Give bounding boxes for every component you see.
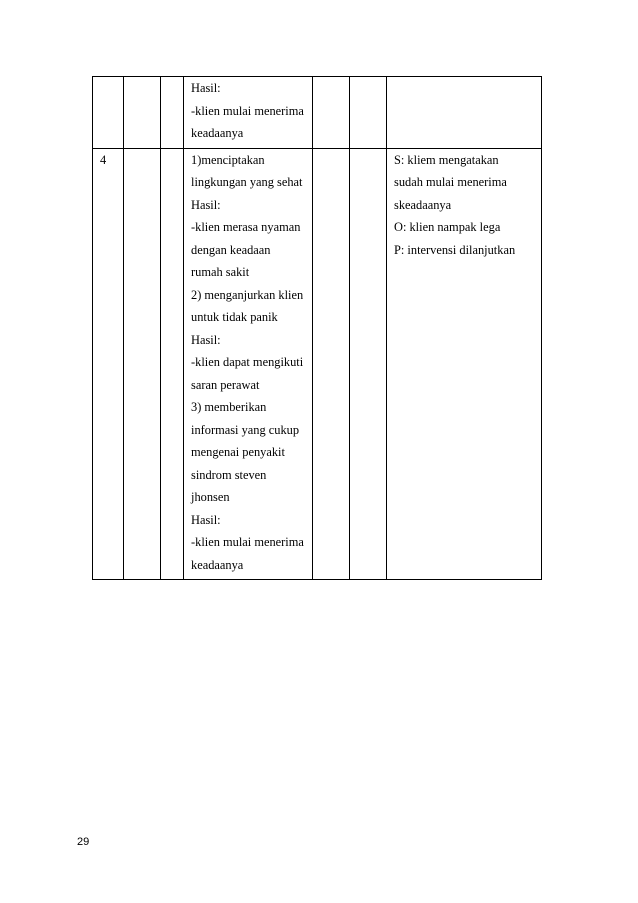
- empty-cell: [350, 77, 387, 149]
- text-line: -klien mulai menerima: [191, 103, 304, 118]
- text-line: -klien mulai menerima: [191, 535, 304, 549]
- table-row: [93, 77, 542, 149]
- table-row: [93, 148, 542, 580]
- text-line: Hasil:: [191, 81, 221, 95]
- text-line: S: kliem mengatakan: [394, 152, 499, 167]
- text-line: lingkungan yang sehat: [191, 175, 303, 189]
- empty-cell: [161, 77, 184, 149]
- text-line: 1)menciptakan: [191, 152, 265, 167]
- text-line: -klien dapat mengikuti: [191, 355, 304, 369]
- row-number: 4: [100, 152, 107, 167]
- text-line: rumah sakit: [191, 265, 250, 279]
- text-line: 2) menganjurkan klien: [191, 287, 304, 302]
- text-line: O: klien nampak lega: [394, 220, 501, 234]
- text-line: Hasil:: [191, 332, 221, 347]
- text-line: informasi yang cukup: [191, 422, 300, 437]
- text-line: sindrom steven: [191, 467, 267, 482]
- text-line: 3) memberikan: [191, 400, 267, 414]
- text-line: dengan keadaan: [191, 242, 271, 257]
- text-line: keadaanya: [191, 126, 244, 140]
- text-line: P: intervensi dilanjutkan: [394, 242, 516, 257]
- empty-cell: [124, 148, 161, 580]
- empty-cell: [124, 77, 161, 149]
- number-cell: [93, 77, 124, 149]
- page-number: 29: [77, 836, 90, 848]
- text-line: Hasil:: [191, 197, 221, 212]
- text-line: mengenai penyakit: [191, 445, 285, 459]
- text-line: Hasil:: [191, 512, 221, 527]
- evaluation-cell: [387, 77, 542, 149]
- text-line: keadaanya: [191, 557, 244, 572]
- nursing-care-table: [92, 76, 542, 580]
- implementation-cell: [184, 77, 313, 149]
- empty-cell: [161, 148, 184, 580]
- text-line: skeadaanya: [394, 197, 452, 212]
- evaluation-cell: [387, 148, 542, 580]
- text-line: saran perawat: [191, 377, 260, 392]
- implementation-cell: [184, 148, 313, 580]
- text-line: jhonsen: [191, 490, 230, 504]
- text-line: untuk tidak panik: [191, 310, 278, 324]
- empty-cell: [350, 148, 387, 580]
- text-line: sudah mulai menerima: [394, 175, 507, 189]
- number-cell: [93, 148, 124, 580]
- text-line: -klien merasa nyaman: [191, 220, 301, 234]
- empty-cell: [313, 77, 350, 149]
- empty-cell: [313, 148, 350, 580]
